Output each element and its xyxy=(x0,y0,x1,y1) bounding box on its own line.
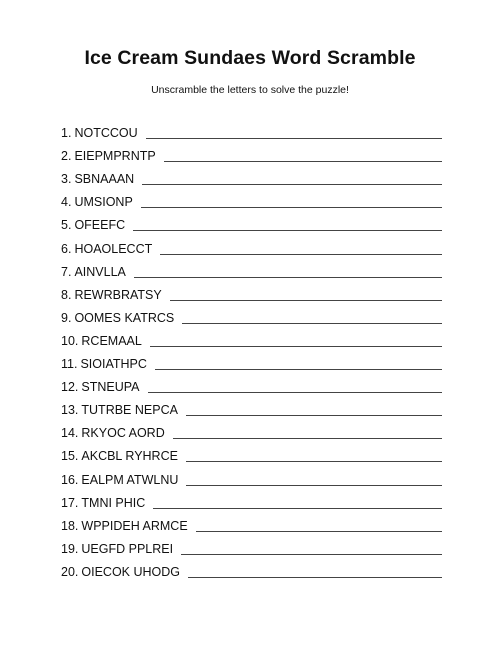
item-number: 17. xyxy=(61,495,79,510)
scrambled-word: SBNAAAN xyxy=(74,172,135,187)
answer-line xyxy=(142,184,442,185)
scrambled-word: UEGFD PPLREI xyxy=(81,541,174,556)
answer-line xyxy=(186,415,442,416)
answer-line xyxy=(134,277,442,278)
puzzle-item xyxy=(61,190,442,213)
puzzle-item xyxy=(61,283,442,306)
scrambled-word: REWRBRATSY xyxy=(74,287,162,302)
puzzle-item xyxy=(61,329,442,352)
item-number: 1. xyxy=(61,126,72,141)
item-number: 18. xyxy=(61,518,79,533)
scrambled-word: TMNI PHIC xyxy=(81,495,146,510)
item-number: 7. xyxy=(61,264,72,279)
scrambled-word: RKYOC AORD xyxy=(81,426,165,441)
scrambled-word: OIECOK UHODG xyxy=(81,564,181,579)
answer-line xyxy=(148,392,442,393)
scrambled-word: OOMES KATRCS xyxy=(74,310,175,325)
answer-line xyxy=(164,161,442,162)
item-number: 3. xyxy=(61,172,72,187)
puzzle-item xyxy=(61,398,442,421)
scrambled-word: UMSIONP xyxy=(74,195,133,210)
scrambled-word: EIEPMPRNTP xyxy=(74,149,156,164)
puzzle-item xyxy=(61,306,442,329)
puzzle-item xyxy=(61,236,442,259)
page-title: Ice Cream Sundaes Word Scramble xyxy=(84,47,416,69)
item-number: 8. xyxy=(61,287,72,302)
puzzle-item xyxy=(61,467,442,490)
puzzle-item xyxy=(61,260,442,283)
answer-line xyxy=(141,207,442,208)
answer-line xyxy=(196,531,442,532)
answer-line xyxy=(160,254,442,255)
item-number: 14. xyxy=(61,426,79,441)
scrambled-word: HOAOLECCT xyxy=(74,241,153,256)
scrambled-word: TUTRBE NEPCA xyxy=(81,403,178,418)
scrambled-word: WPPIDEH ARMCE xyxy=(81,518,188,533)
scrambled-word: AINVLLA xyxy=(74,264,126,279)
answer-line xyxy=(188,577,442,578)
puzzle-item xyxy=(61,537,442,560)
item-number: 16. xyxy=(61,472,79,487)
puzzle-item xyxy=(61,560,442,583)
puzzle-item xyxy=(61,121,442,144)
item-number: 2. xyxy=(61,149,72,164)
answer-line xyxy=(181,554,442,555)
item-number: 5. xyxy=(61,218,72,233)
scrambled-word: OFEEFC xyxy=(74,218,126,233)
answer-line xyxy=(146,138,442,139)
item-number: 12. xyxy=(61,380,79,395)
item-number: 15. xyxy=(61,449,79,464)
answer-line xyxy=(150,346,442,347)
puzzle-item xyxy=(61,444,442,467)
puzzle-item xyxy=(61,144,442,167)
scrambled-word: SIOIATHPC xyxy=(80,357,147,372)
item-number: 19. xyxy=(61,541,79,556)
puzzle-item xyxy=(61,352,442,375)
answer-line xyxy=(186,485,442,486)
answer-line xyxy=(182,323,442,324)
scrambled-word: STNEUPA xyxy=(81,380,140,395)
puzzle-item xyxy=(61,167,442,190)
answer-line xyxy=(173,438,442,439)
item-number: 20. xyxy=(61,564,79,579)
item-number: 11. xyxy=(61,357,78,372)
answer-line xyxy=(186,461,442,462)
answer-line xyxy=(133,230,442,231)
puzzle-item xyxy=(61,514,442,537)
puzzle-item xyxy=(61,491,442,514)
scrambled-word: AKCBL RYHRCE xyxy=(81,449,178,464)
answer-line xyxy=(170,300,442,301)
puzzle-item xyxy=(61,421,442,444)
scrambled-word: RCEMAAL xyxy=(81,333,142,348)
item-number: 6. xyxy=(61,241,72,256)
scrambled-word: NOTCCOU xyxy=(74,126,138,141)
answer-line xyxy=(153,508,442,509)
item-number: 10. xyxy=(61,333,79,348)
answer-line xyxy=(155,369,442,370)
puzzle-item xyxy=(61,213,442,236)
instructions: Unscramble the letters to solve the puzzle! xyxy=(151,84,349,96)
puzzle-item xyxy=(61,375,442,398)
item-number: 4. xyxy=(61,195,72,210)
item-number: 13. xyxy=(61,403,79,418)
item-number: 9. xyxy=(61,310,72,325)
scrambled-word: EALPM ATWLNU xyxy=(81,472,179,487)
puzzle-list xyxy=(61,121,442,583)
